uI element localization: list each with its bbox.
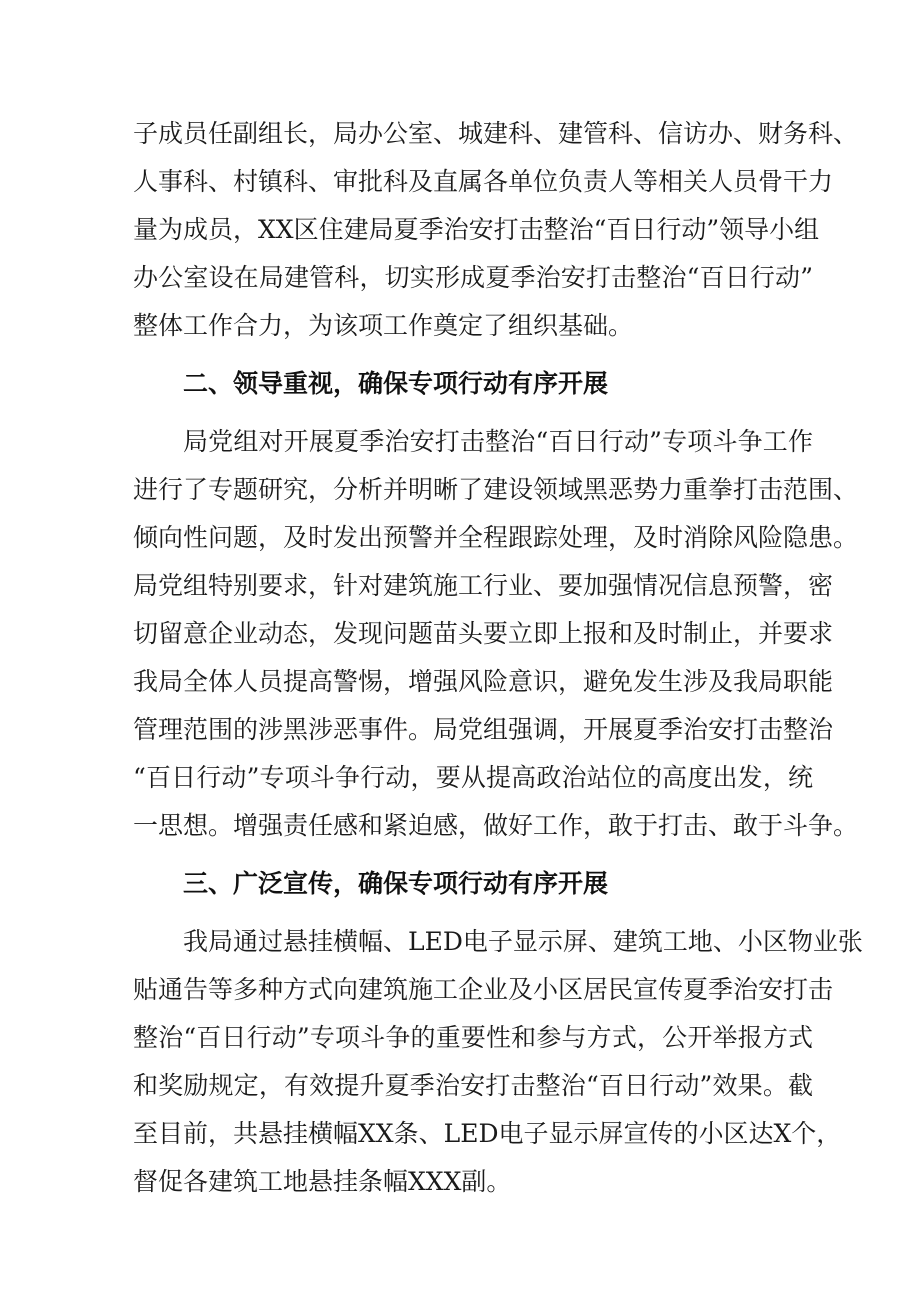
text-line: 子成员任副组长，局办公室、城建科、建管科、信访办、财务科、 bbox=[133, 119, 859, 148]
text-line: 整治“百日行动”专项斗争的重要性和参与方式，公开举报方式 bbox=[133, 1023, 813, 1052]
text-line: 整体工作合力，为该项工作奠定了组织基础。 bbox=[133, 311, 634, 340]
text-line: 进行了专题研究，分析并明晰了建设领域黑恶势力重拳打击范围、 bbox=[133, 475, 859, 504]
text-line: 办公室设在局建管科，切实形成夏季治安打击整治“百日行动” bbox=[133, 263, 813, 292]
text-line: 和奖励规定，有效提升夏季治安打击整治“百日行动”效果。截 bbox=[133, 1071, 813, 1100]
text-line: 人事科、村镇科、审批科及直属各单位负责人等相关人员骨干力 bbox=[133, 167, 834, 196]
text-line: 局党组特别要求，针对建筑施工行业、要加强情况信息预警，密 bbox=[133, 571, 834, 600]
section-heading-2: 二、领导重视，确保专项行动有序开展 bbox=[183, 369, 609, 398]
text-line: 一思想。增强责任感和紧迫感，做好工作，敢于打击、敢于斗争。 bbox=[133, 811, 859, 840]
section-heading-3: 三、广泛宣传，确保专项行动有序开展 bbox=[183, 869, 609, 898]
text-line: 至目前，共悬挂横幅XX条、LED电子显示屏宣传的小区达X个， bbox=[133, 1119, 842, 1148]
text-line: 倾向性问题，及时发出预警并全程跟踪处理，及时消除风险隐患。 bbox=[133, 523, 859, 552]
text-line: “百日行动”专项斗争行动，要从提高政治站位的高度出发，统 bbox=[133, 763, 813, 792]
document-body bbox=[133, 110, 863, 1206]
paragraph-publicity bbox=[133, 918, 863, 1206]
text-line: 督促各建筑工地悬挂条幅XXX副。 bbox=[133, 1167, 512, 1196]
text-line: 量为成员，XX区住建局夏季治安打击整治“百日行动”领导小组 bbox=[133, 215, 820, 244]
text-line: 管理范围的涉黑涉恶事件。局党组强调，开展夏季治安打击整治 bbox=[133, 715, 834, 744]
paragraph-leadership-group bbox=[133, 110, 859, 350]
paragraph-leadership-attention bbox=[133, 418, 859, 850]
text-line: 贴通告等多种方式向建筑施工企业及小区居民宣传夏季治安打击 bbox=[133, 975, 834, 1004]
text-line: 我局通过悬挂横幅、LED电子显示屏、建筑工地、小区物业张 bbox=[183, 927, 863, 956]
text-line: 局党组对开展夏季治安打击整治“百日行动”专项斗争工作 bbox=[183, 427, 813, 456]
text-line: 我局全体人员提高警惕，增强风险意识，避免发生涉及我局职能 bbox=[133, 667, 834, 696]
text-line: 切留意企业动态，发现问题苗头要立即上报和及时制止，并要求 bbox=[133, 619, 834, 648]
